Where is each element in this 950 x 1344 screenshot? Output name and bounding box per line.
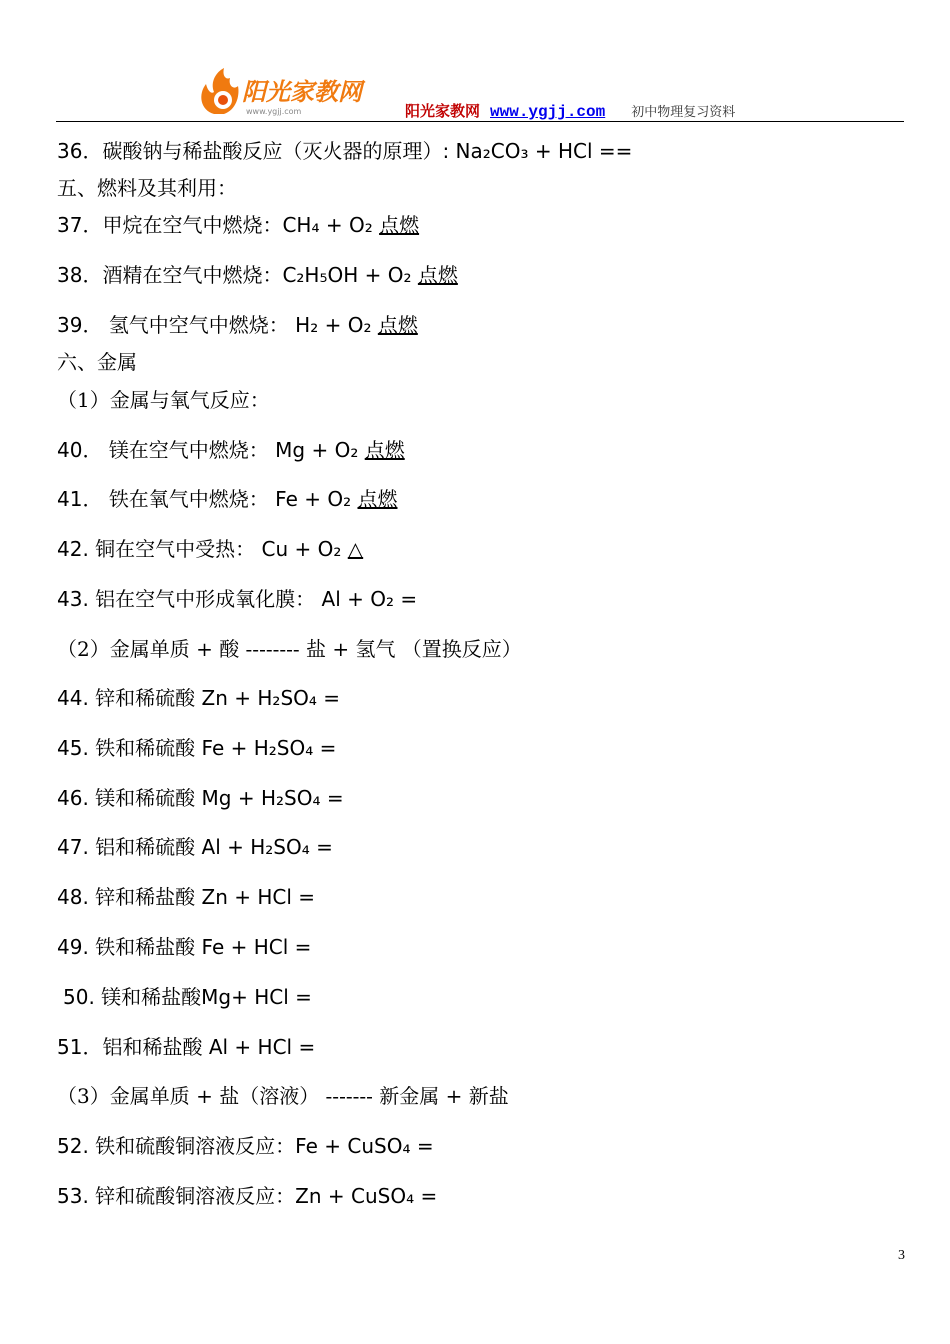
equation-line-50	[63, 985, 312, 1009]
equation-line-51	[57, 1035, 315, 1059]
item-number: 46.	[57, 786, 89, 810]
equation-line-37	[57, 213, 419, 237]
item-equation: Mg + H₂SO₄ =	[201, 786, 344, 810]
equation-line-52	[57, 1134, 434, 1158]
equation-line-46	[57, 786, 344, 810]
item-equation: C₂H₅OH + O₂	[282, 263, 412, 287]
equation-line-47	[57, 835, 333, 859]
item-equation: Fe + CuSO₄ =	[295, 1134, 434, 1158]
reaction-condition: 点燃	[357, 487, 398, 511]
subsection-heading-1: （1）金属与氧气反应：	[57, 388, 270, 412]
section-heading-6: 六、金属	[57, 350, 137, 374]
reaction-condition: 点燃	[364, 438, 405, 462]
section-heading-5: 五、燃料及其利用：	[57, 176, 237, 200]
item-text: 酒精在空气中燃烧：	[102, 263, 283, 287]
item-text: 锌和稀硫酸	[95, 686, 196, 710]
item-number: 43.	[57, 587, 89, 611]
site-logo	[198, 64, 378, 120]
item-text: 锌和硫酸铜溶液反应：	[95, 1184, 296, 1208]
header-subtitle: 初中物理复习资料	[631, 105, 736, 120]
header-divider	[56, 121, 904, 122]
item-number: 53.	[57, 1184, 89, 1208]
heat-triangle-icon: △	[347, 537, 364, 561]
item-number: 48.	[57, 885, 89, 909]
equation-line-49	[57, 935, 311, 959]
equation-line-43	[57, 587, 417, 611]
item-text: 镁和稀硫酸	[95, 786, 196, 810]
item-text: 铁和稀硫酸	[95, 736, 196, 760]
item-equation: Al + O₂ =	[321, 587, 418, 611]
header-url-link[interactable]: www.ygjj.com	[490, 103, 606, 121]
item-number: 42.	[57, 537, 89, 561]
item-number: 39．	[57, 313, 103, 337]
item-text: 镁在空气中燃烧：	[108, 438, 269, 462]
equation-line-41	[57, 487, 397, 511]
item-text: 碳酸钠与稀盐酸反应（灭火器的原理）	[102, 139, 443, 163]
equation-line-36	[57, 139, 632, 163]
equation-line-40	[57, 438, 405, 462]
header-text	[405, 100, 735, 121]
equation-line-38	[57, 263, 458, 287]
item-text: 铜在空气中受热：	[95, 537, 256, 561]
item-equation: Mg + O₂	[275, 438, 359, 462]
equation-line-42	[57, 537, 363, 561]
item-equation: Mg+ HCl =	[201, 985, 312, 1009]
item-number: 38．	[57, 263, 103, 287]
page-number: 3	[898, 1248, 905, 1263]
logo-text: 阳光家教网	[242, 78, 362, 106]
item-number: 44.	[57, 686, 89, 710]
item-equation: CH₄ + O₂	[282, 213, 373, 237]
logo-small-url: www.ygjj.com	[246, 107, 302, 116]
subsection-heading-3: （3）金属单质 + 盐（溶液） ------- 新金属 + 新盐	[57, 1084, 509, 1108]
item-text: 铝在空气中形成氧化膜：	[95, 587, 316, 611]
item-text: 铁和稀盐酸	[95, 935, 196, 959]
item-equation: Cu + O₂	[261, 537, 342, 561]
item-text: 氢气中空气中燃烧：	[108, 313, 289, 337]
item-number: 45.	[57, 736, 89, 760]
item-equation: Fe + H₂SO₄ =	[201, 736, 337, 760]
reaction-condition: 点燃	[377, 313, 418, 337]
equation-line-39	[57, 313, 418, 337]
reaction-condition: 点燃	[417, 263, 458, 287]
item-number: 52.	[57, 1134, 89, 1158]
item-number: 50.	[63, 985, 95, 1009]
item-equation: Al + H₂SO₄ =	[201, 835, 333, 859]
item-text: 铝和稀硫酸	[95, 835, 196, 859]
item-number: 40．	[57, 438, 103, 462]
page-header	[0, 60, 950, 122]
equation-line-48	[57, 885, 315, 909]
item-number: 49.	[57, 935, 89, 959]
item-equation: Zn + HCl =	[201, 885, 316, 909]
item-equation: Zn + CuSO₄ =	[295, 1184, 438, 1208]
equation-line-44	[57, 686, 340, 710]
header-brand: 阳光家教网	[405, 102, 481, 120]
item-text: 镁和稀盐酸	[101, 985, 202, 1009]
item-equation: Fe + HCl =	[201, 935, 312, 959]
item-number: 37．	[57, 213, 103, 237]
item-equation: Zn + H₂SO₄ =	[201, 686, 341, 710]
item-number: 51．	[57, 1035, 103, 1059]
item-number: 41．	[57, 487, 103, 511]
item-text: 甲烷在空气中燃烧：	[102, 213, 283, 237]
item-equation: Al + HCl =	[208, 1035, 316, 1059]
equation-line-53	[57, 1184, 437, 1208]
item-text: 铝和稀盐酸	[102, 1035, 203, 1059]
item-text: 铁和硫酸铜溶液反应：	[95, 1134, 296, 1158]
item-text: 铁在氧气中燃烧：	[108, 487, 269, 511]
item-equation: H₂ + O₂	[295, 313, 372, 337]
item-text: 锌和稀盐酸	[95, 885, 196, 909]
subsection-heading-2: （2）金属单质 + 酸 -------- 盐 + 氢气 （置换反应）	[57, 637, 522, 661]
equation-line-45	[57, 736, 336, 760]
reaction-condition: 点燃	[379, 213, 420, 237]
item-number: 47.	[57, 835, 89, 859]
item-equation: Fe + O₂	[275, 487, 352, 511]
item-number: 36．	[57, 139, 103, 163]
item-equation: : Na₂CO₃ + HCl ==	[442, 139, 633, 163]
